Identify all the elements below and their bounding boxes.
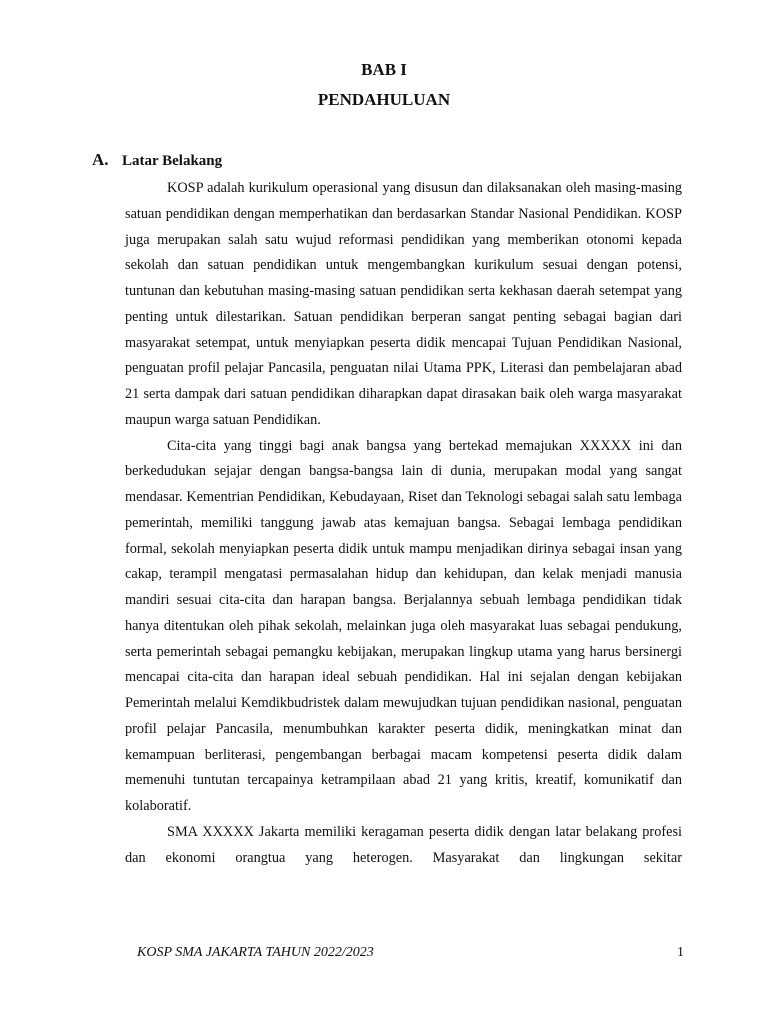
section-letter: A. [92,150,109,169]
chapter-title: PENDAHULUAN [317,90,451,109]
footer-text: KOSP SMA JAKARTA TAHUN 2022/2023 [137,945,374,960]
paragraph: SMA XXXXX Jakarta memiliki keragaman peserta didik dengan latar belakang profesi dan ekonomi orangtua yang heterogen. Masyarakat dan lingkungan sekitar [125,823,682,866]
page-number: 1 [677,945,684,960]
chapter-number: BAB I [361,60,407,79]
paragraph: KOSP adalah kurikulum operasional yang disusun dan dilaksanakan oleh masing-masing satuan pendidikan dengan memperhatikan dan berdasarkan Standar Nasional Pendidikan. KOSP juga merupakan salah satu wujud reformasi pendidikan yang memberikan otonomi kepada sekolah dan satuan pendidikan untuk mengembangkan kurikulum sesuai dengan potensi, tuntunan dan kebutuhan masing-masing satuan pendidikan serta kekhasan daerah setempat yang penting untuk dilestarikan. Satuan pendidikan berperan sangat penting sebagai bagian dari masyarakat setempat, untuk menyiapkan peserta didik mencapai Tujuan Pendidikan Nasional, penguatan profil pelajar Pancasila, penguatan nilai Utama PPK, Literasi dan pembelajaran abad 21 serta dampak dari satuan pendidikan diharapkan dapat dirasakan baik oleh warga masyarakat maupun warga satuan Pendidikan. [125,180,682,428]
paragraph: Cita-cita yang tinggi bagi anak bangsa yang bertekad memajukan XXXXX ini dan berkedudukan sejajar dengan bangsa-bangsa lain di dunia, merupakan modal yang sangat mendasar. Kementrian Pendidikan, Kebudayaan, Riset dan Teknologi sebagai salah satu lembaga pemerintah, memiliki tanggung jawab atas kemajuan bangsa. Sebagai lembaga pendidikan formal, sekolah menyiapkan peserta didik untuk mampu menjadikan dirinya sebagai insan yang cakap, terampil mengatasi permasalahan hidup dan kehidupan, dan kelak menjadi manusia mandiri sesuai cita-cita dan harapan bangsa. Berjalannya sebuah lembaga pendidikan tidak hanya ditentukan oleh pihak sekolah, melainkan juga oleh masyarakat luas sebagai pendukung, serta pemerintah sebagai pemangku kebijakan, merupakan lingkup utama yang harus bersinergi mencapai cita-cita dan harapan ideal sebuah pendidikan. Hal ini sejalan dengan kebijakan Pemerintah melalui Kemdikbudristek dalam mewujudkan tujuan pendidikan nasional, penguatan profil pelajar Pancasila, menumbuhkan karakter peserta didik, meningkatkan minat dan kemampuan berliterasi, pengembangan berbagai macam kompetensi peserta didik dalam memenuhi tuntutan tercapainya ketrampilaan abad 21 yang kritis, kreatif, komunikatif dan kolaboratif. [125,437,682,814]
section-heading [92,150,222,170]
section-title: Latar Belakang [122,153,223,169]
page-footer [137,945,684,961]
body-text [125,176,682,871]
